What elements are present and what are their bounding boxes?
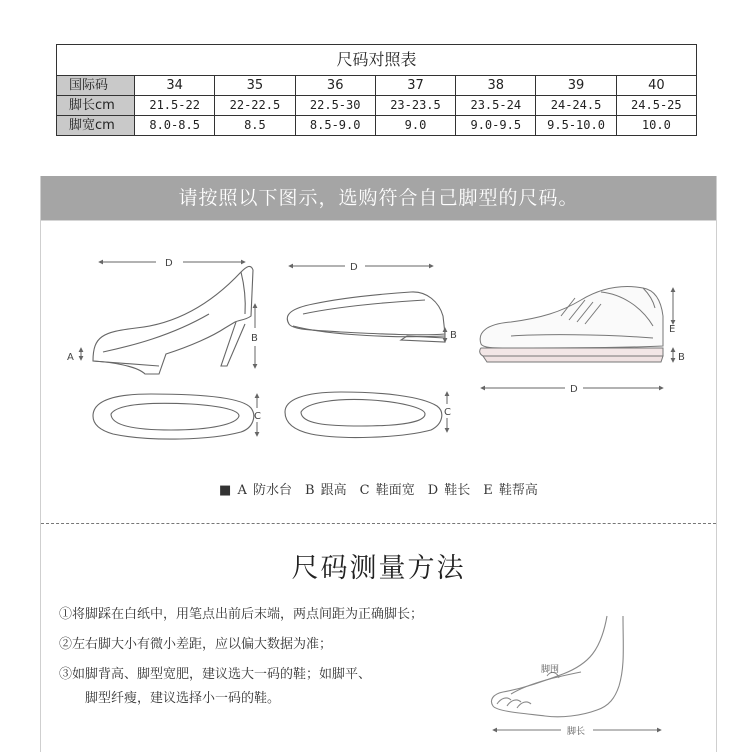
size-guide-panel: [40, 176, 717, 752]
dim-label-c: C: [254, 411, 261, 422]
flat-side-view: [287, 292, 445, 342]
table-cell: 39: [536, 76, 616, 96]
pump-top-view: [93, 394, 254, 439]
table-cell: 36: [295, 76, 375, 96]
foot-girth-marker: [541, 663, 559, 678]
table-cell: 8.5-9.0: [295, 116, 375, 136]
table-cell: 9.5-10.0: [536, 116, 616, 136]
row-label-intl-size: 国际码: [57, 76, 135, 96]
flat-side-dim-b: [445, 328, 457, 342]
table-cell: 37: [375, 76, 455, 96]
method-step: ③如脚背高、脚型宽肥，建议选大一码的鞋；如脚平、: [59, 667, 372, 682]
section-divider: [41, 523, 716, 524]
table-row: [57, 116, 697, 136]
dim-label-a: A: [67, 352, 74, 363]
table-title: 尺码对照表: [57, 45, 697, 76]
pump-side-view: [93, 266, 253, 374]
dimension-legend: ■ A 防水台 B 跟高 C 鞋面宽 D 鞋长 E 鞋帮高: [219, 483, 538, 498]
table-cell: 9.0-9.5: [456, 116, 536, 136]
flat-top-view: [285, 392, 442, 437]
table-cell: 23.5-24: [456, 96, 536, 116]
table-cell: 34: [135, 76, 215, 96]
table-cell: 24.5-25: [616, 96, 696, 116]
table-cell: 9.0: [375, 116, 455, 136]
table-cell: 24-24.5: [536, 96, 616, 116]
method-step: ①将脚踩在白纸中，用笔点出前后末端，两点间距为正确脚长；: [59, 607, 424, 622]
dim-label-d: D: [570, 384, 578, 395]
table-cell: 38: [456, 76, 536, 96]
sneaker-dim-e: [669, 288, 675, 335]
pump-side-dim-d: [99, 258, 245, 269]
sneaker-dim-d: [481, 384, 663, 395]
row-label-foot-width: 脚宽cm: [57, 116, 135, 136]
flat-top-dim-c: [444, 392, 451, 432]
dim-label-e: E: [669, 324, 676, 335]
dim-label-d: D: [165, 258, 173, 269]
method-title: 尺码测量方法: [291, 553, 466, 584]
foot-girth-label: 脚围: [541, 665, 560, 675]
table-row: [57, 76, 697, 96]
table-cell: 21.5-22: [135, 96, 215, 116]
row-label-foot-length: 脚长cm: [57, 96, 135, 116]
table-cell: 22.5-30: [295, 96, 375, 116]
method-step: 脚型纤瘦，建议选择小一码的鞋。: [85, 691, 281, 706]
table-cell: 23-23.5: [375, 96, 455, 116]
foot-length-marker: [493, 725, 661, 737]
sneaker-side-view: [480, 287, 663, 363]
dim-label-d: D: [350, 262, 358, 273]
dim-label-c: C: [444, 407, 451, 418]
table-cell: 22-22.5: [215, 96, 295, 116]
table-cell: 40: [616, 76, 696, 96]
dim-label-b: B: [450, 330, 457, 341]
flat-side-dim-d: [289, 262, 433, 273]
table-row: [57, 96, 697, 116]
dim-label-b: B: [678, 352, 685, 363]
dim-label-b: B: [251, 333, 258, 344]
table-cell: 8.0-8.5: [135, 116, 215, 136]
method-step: ②左右脚大小有微小差距，应以偏大数据为准；: [59, 637, 333, 652]
size-chart-table: [56, 44, 697, 136]
pump-top-dim-c: [254, 394, 261, 436]
pump-side-dim-b: [251, 304, 258, 368]
guide-banner: 请按照以下图示，选购符合自己脚型的尺码。: [41, 176, 716, 220]
foot-length-label: 脚长: [567, 727, 586, 737]
table-cell: 35: [215, 76, 295, 96]
table-cell: 8.5: [215, 116, 295, 136]
table-cell: 10.0: [616, 116, 696, 136]
sneaker-dim-b: [673, 348, 685, 363]
table-title-row: [57, 45, 697, 76]
pump-side-dim-a: [67, 348, 81, 363]
